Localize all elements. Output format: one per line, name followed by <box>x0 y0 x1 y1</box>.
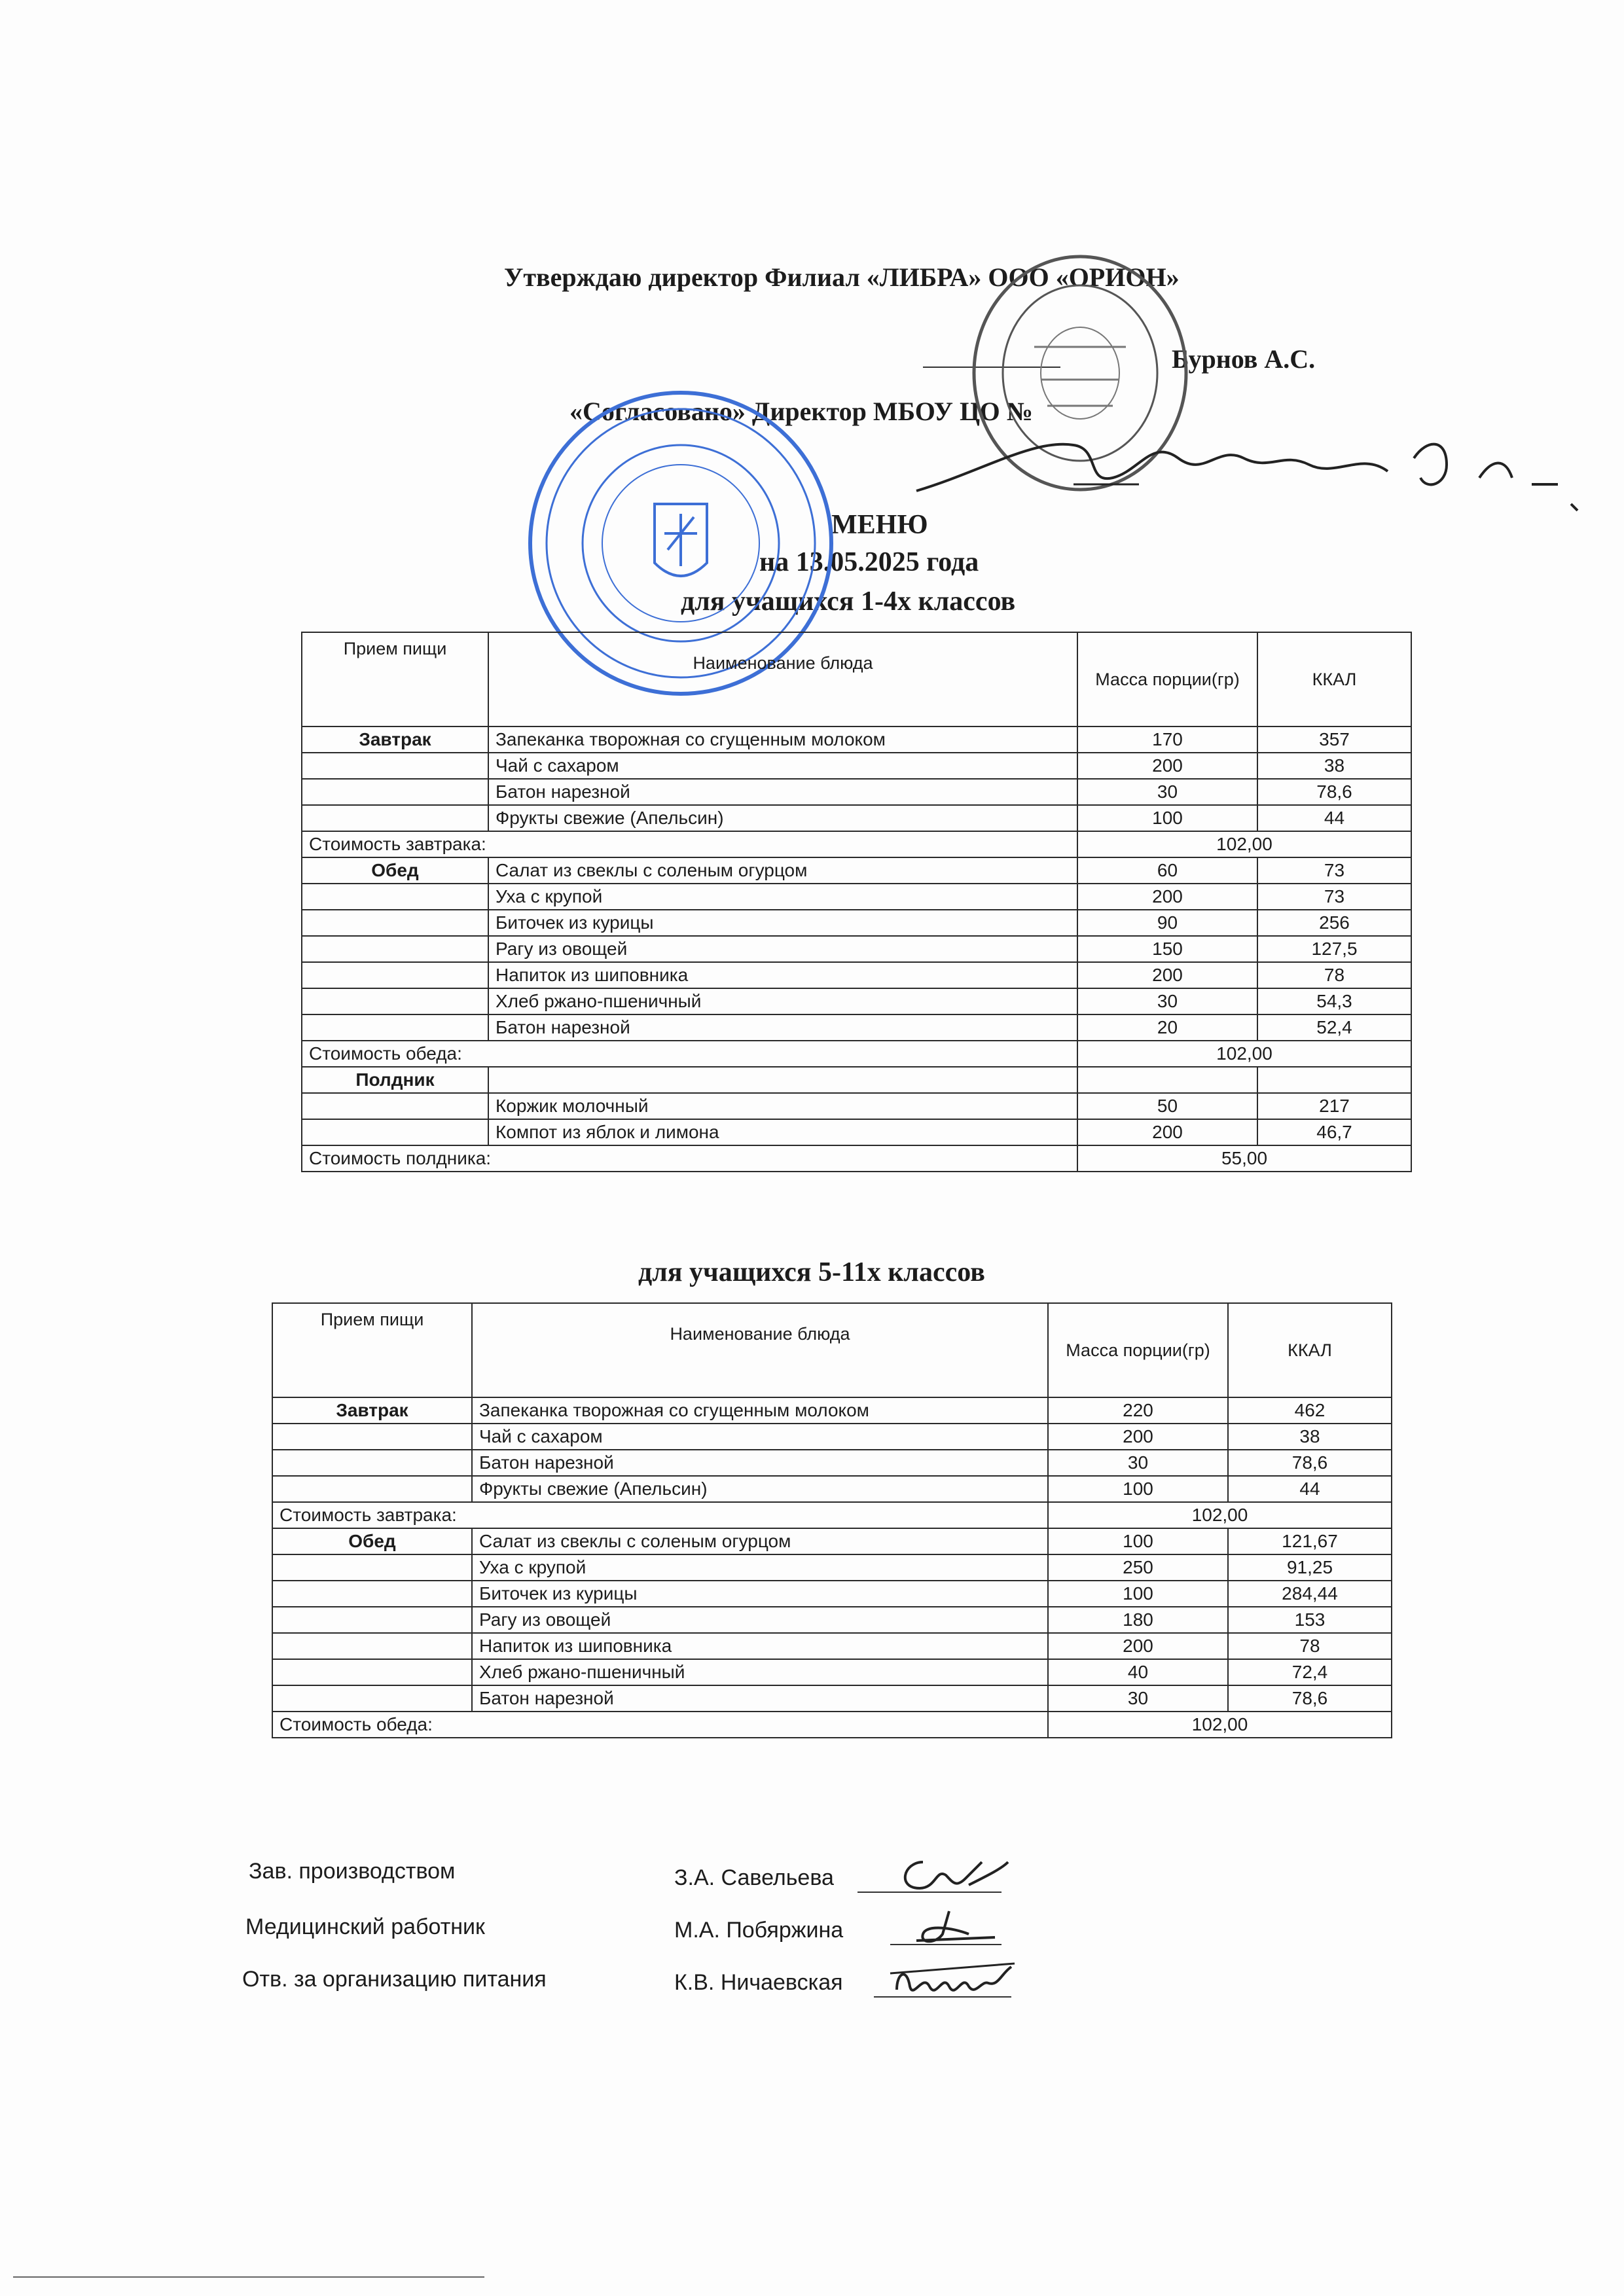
table-row <box>302 779 1411 805</box>
table-header-row <box>302 632 1411 726</box>
mass-cell: 100 <box>1048 1581 1228 1607</box>
table-row <box>272 1607 1392 1633</box>
dish-cell: Хлеб ржано-пшеничный <box>472 1659 1048 1685</box>
mass-cell <box>1077 1067 1257 1093</box>
meal-cell <box>302 884 488 910</box>
meal-cell <box>272 1659 472 1685</box>
mass-cell: 250 <box>1048 1554 1228 1581</box>
group1-title: для учащихся 1-4х классов <box>681 586 1016 617</box>
kcal-cell: 256 <box>1257 910 1411 936</box>
meal-cell <box>302 1014 488 1041</box>
agreed-line: «Согласовано» Директор МБОУ ЦО № <box>569 397 1033 426</box>
kcal-cell: 73 <box>1257 884 1411 910</box>
table-row <box>302 1014 1411 1041</box>
col-meal-header: Прием пищи <box>302 632 488 726</box>
table-row <box>272 1476 1392 1502</box>
meal-cell <box>272 1554 472 1581</box>
mass-cell: 220 <box>1048 1397 1228 1424</box>
table-header-row <box>272 1303 1392 1397</box>
dish-cell: Уха с крупой <box>488 884 1077 910</box>
mass-cell: 50 <box>1077 1093 1257 1119</box>
table-row <box>272 1554 1392 1581</box>
cost-row <box>272 1712 1392 1738</box>
kcal-cell: 462 <box>1228 1397 1392 1424</box>
meal-cell <box>302 1093 488 1119</box>
dish-cell: Хлеб ржано-пшеничный <box>488 988 1077 1014</box>
cost-row <box>302 1041 1411 1067</box>
meal-cell: Полдник <box>302 1067 488 1093</box>
mass-cell: 100 <box>1077 805 1257 831</box>
meal-cell <box>272 1685 472 1712</box>
kcal-cell: 46,7 <box>1257 1119 1411 1145</box>
mass-cell: 200 <box>1048 1424 1228 1450</box>
page-edge-line <box>13 2276 484 2278</box>
approve-line: Утверждаю директор Филиал «ЛИБРА» ООО «ОРИОН» <box>504 262 1180 292</box>
mass-cell: 100 <box>1048 1476 1228 1502</box>
dish-cell: Чай с сахаром <box>472 1424 1048 1450</box>
kcal-cell: 72,4 <box>1228 1659 1392 1685</box>
col-mass-header: Масса порции(гр) <box>1077 632 1257 726</box>
dish-cell: Салат из свеклы с соленым огурцом <box>472 1528 1048 1554</box>
signature-scribble <box>903 1901 1008 1954</box>
meal-cell <box>272 1424 472 1450</box>
group2-title: для учащихся 5-11х классов <box>638 1257 985 1287</box>
menu-date: на 13.05.2025 года <box>759 547 979 577</box>
table-row <box>272 1397 1392 1424</box>
dish-cell: Биточек из курицы <box>488 910 1077 936</box>
mass-cell: 90 <box>1077 910 1257 936</box>
table-row <box>302 884 1411 910</box>
mass-cell: 170 <box>1077 726 1257 753</box>
signature-name: З.А. Савельева <box>674 1865 834 1890</box>
dish-cell: Коржик молочный <box>488 1093 1077 1119</box>
table-row <box>272 1424 1392 1450</box>
kcal-cell: 78,6 <box>1228 1685 1392 1712</box>
cost-row <box>302 831 1411 857</box>
meal-cell <box>272 1607 472 1633</box>
table-row <box>302 1093 1411 1119</box>
table-row <box>302 805 1411 831</box>
meal-cell <box>302 779 488 805</box>
meal-cell <box>272 1633 472 1659</box>
table-row <box>302 962 1411 988</box>
table-row <box>302 910 1411 936</box>
dish-cell: Фрукты свежие (Апельсин) <box>472 1476 1048 1502</box>
dish-cell: Уха с крупой <box>472 1554 1048 1581</box>
cost-label: Стоимость завтрака: <box>302 831 1077 857</box>
kcal-cell: 44 <box>1228 1476 1392 1502</box>
meal-cell <box>272 1581 472 1607</box>
kcal-cell: 54,3 <box>1257 988 1411 1014</box>
dish-cell: Напиток из шиповника <box>472 1633 1048 1659</box>
menu-title: МЕНЮ <box>831 510 928 540</box>
mass-cell: 40 <box>1048 1659 1228 1685</box>
meal-cell <box>272 1450 472 1476</box>
table-row <box>272 1685 1392 1712</box>
table-row <box>272 1581 1392 1607</box>
mass-cell: 60 <box>1077 857 1257 884</box>
menu-table-1-4 <box>301 632 1412 1172</box>
signature-role: Медицинский работник <box>245 1914 485 1939</box>
cost-label: Стоимость завтрака: <box>272 1502 1048 1528</box>
kcal-cell: 52,4 <box>1257 1014 1411 1041</box>
signature-role: Отв. за организацию питания <box>242 1967 547 1992</box>
meal-cell: Завтрак <box>272 1397 472 1424</box>
kcal-cell: 78 <box>1228 1633 1392 1659</box>
dish-cell: Напиток из шиповника <box>488 962 1077 988</box>
cost-label: Стоимость обеда: <box>272 1712 1048 1738</box>
kcal-cell: 357 <box>1257 726 1411 753</box>
approve-name: Бурнов А.С. <box>1172 344 1316 374</box>
cost-row <box>302 1145 1411 1172</box>
mass-cell: 200 <box>1077 1119 1257 1145</box>
menu-table-5-11 <box>272 1302 1392 1738</box>
signature-name: М.А. Побяржина <box>674 1918 844 1943</box>
kcal-cell: 217 <box>1257 1093 1411 1119</box>
cost-total: 102,00 <box>1048 1712 1392 1738</box>
col-mass-header: Масса порции(гр) <box>1048 1303 1228 1397</box>
mass-cell: 150 <box>1077 936 1257 962</box>
kcal-cell: 78 <box>1257 962 1411 988</box>
mass-cell: 200 <box>1077 884 1257 910</box>
kcal-cell: 44 <box>1257 805 1411 831</box>
col-dish-header: Наименование блюда <box>488 632 1077 726</box>
meal-cell <box>302 753 488 779</box>
col-dish-header: Наименование блюда <box>472 1303 1048 1397</box>
meal-cell: Обед <box>272 1528 472 1554</box>
cost-total: 102,00 <box>1077 1041 1411 1067</box>
kcal-cell: 38 <box>1228 1424 1392 1450</box>
cost-total: 55,00 <box>1077 1145 1411 1172</box>
dish-cell: Батон нарезной <box>488 1014 1077 1041</box>
signature-scribble <box>890 1849 1021 1901</box>
cost-label: Стоимость обеда: <box>302 1041 1077 1067</box>
kcal-cell: 121,67 <box>1228 1528 1392 1554</box>
kcal-cell: 38 <box>1257 753 1411 779</box>
mass-cell: 30 <box>1048 1450 1228 1476</box>
dish-cell: Фрукты свежие (Апельсин) <box>488 805 1077 831</box>
mass-cell: 200 <box>1077 753 1257 779</box>
mass-cell: 200 <box>1077 962 1257 988</box>
signature-name: К.В. Ничаевская <box>674 1970 843 1995</box>
table-row <box>302 988 1411 1014</box>
table-row <box>302 936 1411 962</box>
cost-label: Стоимость полдника: <box>302 1145 1077 1172</box>
meal-cell <box>302 962 488 988</box>
kcal-cell: 78,6 <box>1257 779 1411 805</box>
table-row <box>302 857 1411 884</box>
dish-cell: Запеканка творожная со сгущенным молоком <box>488 726 1077 753</box>
col-kcal-header: ККАЛ <box>1257 632 1411 726</box>
mass-cell: 200 <box>1048 1633 1228 1659</box>
table-row <box>272 1659 1392 1685</box>
table-body <box>302 726 1411 1172</box>
signature-scribble <box>884 1954 1028 2013</box>
mass-cell: 100 <box>1048 1528 1228 1554</box>
kcal-cell: 284,44 <box>1228 1581 1392 1607</box>
meal-cell: Обед <box>302 857 488 884</box>
table-body <box>272 1397 1392 1738</box>
kcal-cell: 153 <box>1228 1607 1392 1633</box>
col-meal-header: Прием пищи <box>272 1303 472 1397</box>
kcal-cell: 78,6 <box>1228 1450 1392 1476</box>
table-row <box>302 1119 1411 1145</box>
dish-cell: Биточек из курицы <box>472 1581 1048 1607</box>
mass-cell: 30 <box>1077 779 1257 805</box>
meal-cell: Завтрак <box>302 726 488 753</box>
mass-cell: 30 <box>1048 1685 1228 1712</box>
cost-total: 102,00 <box>1077 831 1411 857</box>
kcal-cell: 73 <box>1257 857 1411 884</box>
meal-cell <box>302 805 488 831</box>
table-row <box>302 1067 1411 1093</box>
kcal-cell: 91,25 <box>1228 1554 1392 1581</box>
dish-cell: Запеканка творожная со сгущенным молоком <box>472 1397 1048 1424</box>
dish-cell: Компот из яблок и лимона <box>488 1119 1077 1145</box>
table-row <box>272 1633 1392 1659</box>
dish-cell: Батон нарезной <box>472 1450 1048 1476</box>
dish-cell <box>488 1067 1077 1093</box>
dish-cell: Салат из свеклы с соленым огурцом <box>488 857 1077 884</box>
col-kcal-header: ККАЛ <box>1228 1303 1392 1397</box>
meal-cell <box>302 1119 488 1145</box>
kcal-cell: 127,5 <box>1257 936 1411 962</box>
kcal-cell <box>1257 1067 1411 1093</box>
mass-cell: 180 <box>1048 1607 1228 1633</box>
meal-cell <box>272 1476 472 1502</box>
cost-total: 102,00 <box>1048 1502 1392 1528</box>
dish-cell: Батон нарезной <box>488 779 1077 805</box>
table-row <box>302 753 1411 779</box>
meal-cell <box>302 988 488 1014</box>
table-row <box>272 1528 1392 1554</box>
dish-cell: Рагу из овощей <box>488 936 1077 962</box>
dish-cell: Рагу из овощей <box>472 1607 1048 1633</box>
cost-row <box>272 1502 1392 1528</box>
meal-cell <box>302 936 488 962</box>
table-row <box>272 1450 1392 1476</box>
mass-cell: 20 <box>1077 1014 1257 1041</box>
mass-cell: 30 <box>1077 988 1257 1014</box>
dish-cell: Батон нарезной <box>472 1685 1048 1712</box>
signature-role: Зав. производством <box>249 1859 456 1884</box>
dish-cell: Чай с сахаром <box>488 753 1077 779</box>
director-signature <box>903 399 1591 530</box>
meal-cell <box>302 910 488 936</box>
table-row <box>302 726 1411 753</box>
